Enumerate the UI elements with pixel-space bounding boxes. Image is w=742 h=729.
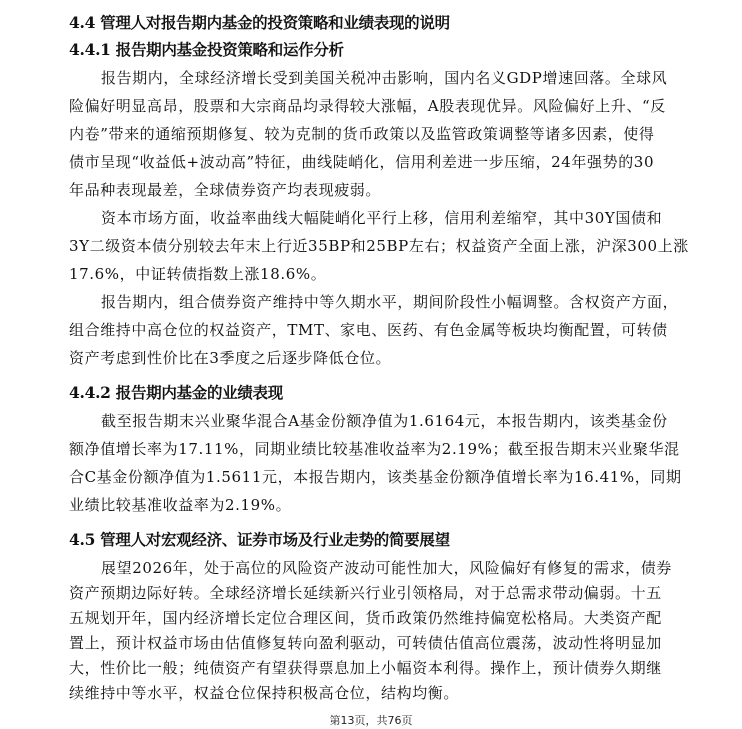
text-line: 续维持中等水平，权益仓位保持积极高仓位，结构均衡。 — [69, 684, 460, 702]
text-line: 17.6%，中证转债指数上涨18.6%。 — [69, 265, 327, 283]
text-line: 资本市场方面，收益率曲线大幅陡峭化平行上移，信用利差缩窄，其中30Y国债和 — [101, 209, 663, 227]
section-4-4-heading: 4.4 管理人对报告期内基金的投资策略和业绩表现的说明 — [69, 13, 450, 32]
text-line: 资产考虑到性价比在3季度之后逐步降低仓位。 — [69, 349, 392, 367]
text-line: 额净值增长率为17.11%，同期业绩比较基准收益率为2.19%；截至报告期末兴业聚华混 — [69, 440, 680, 458]
text-line: 报告期内，组合债券资产维持中等久期水平，期间阶段性小幅调整。含权资产方面， — [101, 293, 679, 311]
text-line: 五规划开年，国内经济增长定位合理区间，货币政策仍然维持偏宽松格局。大类资产配 — [69, 609, 662, 627]
section-4-4-1-heading: 4.4.1 报告期内基金投资策略和运作分析 — [69, 40, 344, 59]
text-line: 资产预期边际好转。全球经济增长延续新兴行业引领格局，对于总需求带动偏弱。十五 — [69, 584, 662, 602]
text-line: 报告期内，全球经济增长受到美国关税冲击影响，国内名义GDP增速回落。全球风 — [101, 69, 668, 87]
text-line: 大，性价比一般；纯债资产有望获得票息加上小幅资本利得。操作上，预计债券久期继 — [69, 659, 662, 677]
text-line: 合C基金份额净值为1.5611元，本报告期内，该类基金份额净值增长率为16.41%，同期 — [69, 468, 682, 486]
text-line: 内卷”带来的通缩预期修复、较为克制的货币政策以及监管政策调整等诸多因素，使得 — [69, 125, 655, 143]
text-line: 3Y二级资本债分别较去年末上行近35BP和25BP左右；权益资产全面上涨，沪深300上涨 — [69, 237, 689, 255]
section-4-5-heading: 4.5 管理人对宏观经济、证券市场及行业走势的简要展望 — [69, 530, 450, 549]
text-line: 险偏好明显高昂，股票和大宗商品均录得较大涨幅，A股表现优异。风险偏好上升、“反 — [69, 97, 666, 115]
text-line: 年品种表现最差，全球债券资产均表现疲弱。 — [69, 181, 382, 199]
text-line: 组合维持中高仓位的权益资产，TMT、家电、医药、有色金属等板块均衡配置，可转债 — [69, 321, 668, 339]
text-line: 置上，预计权益市场由估值修复转向盈利驱动，可转债估值高位震荡，波动性将明显加 — [69, 634, 662, 652]
text-line: 展望2026年，处于高位的风险资产波动可能性加大，风险偏好有修复的需求，债券 — [101, 559, 672, 577]
text-line: 截至报告期末兴业聚华混合A基金份额净值为1.6164元，本报告期内，该类基金份 — [101, 412, 668, 430]
text-line: 债市呈现“收益低+波动高”特征，曲线陡峭化，信用利差进一步压缩，24年强势的30 — [69, 153, 655, 171]
page-number: 第13页，共76页 — [329, 714, 413, 727]
section-4-4-2-heading: 4.4.2 报告期内基金的业绩表现 — [69, 383, 283, 402]
text-line: 业绩比较基准收益率为2.19%。 — [69, 496, 292, 514]
